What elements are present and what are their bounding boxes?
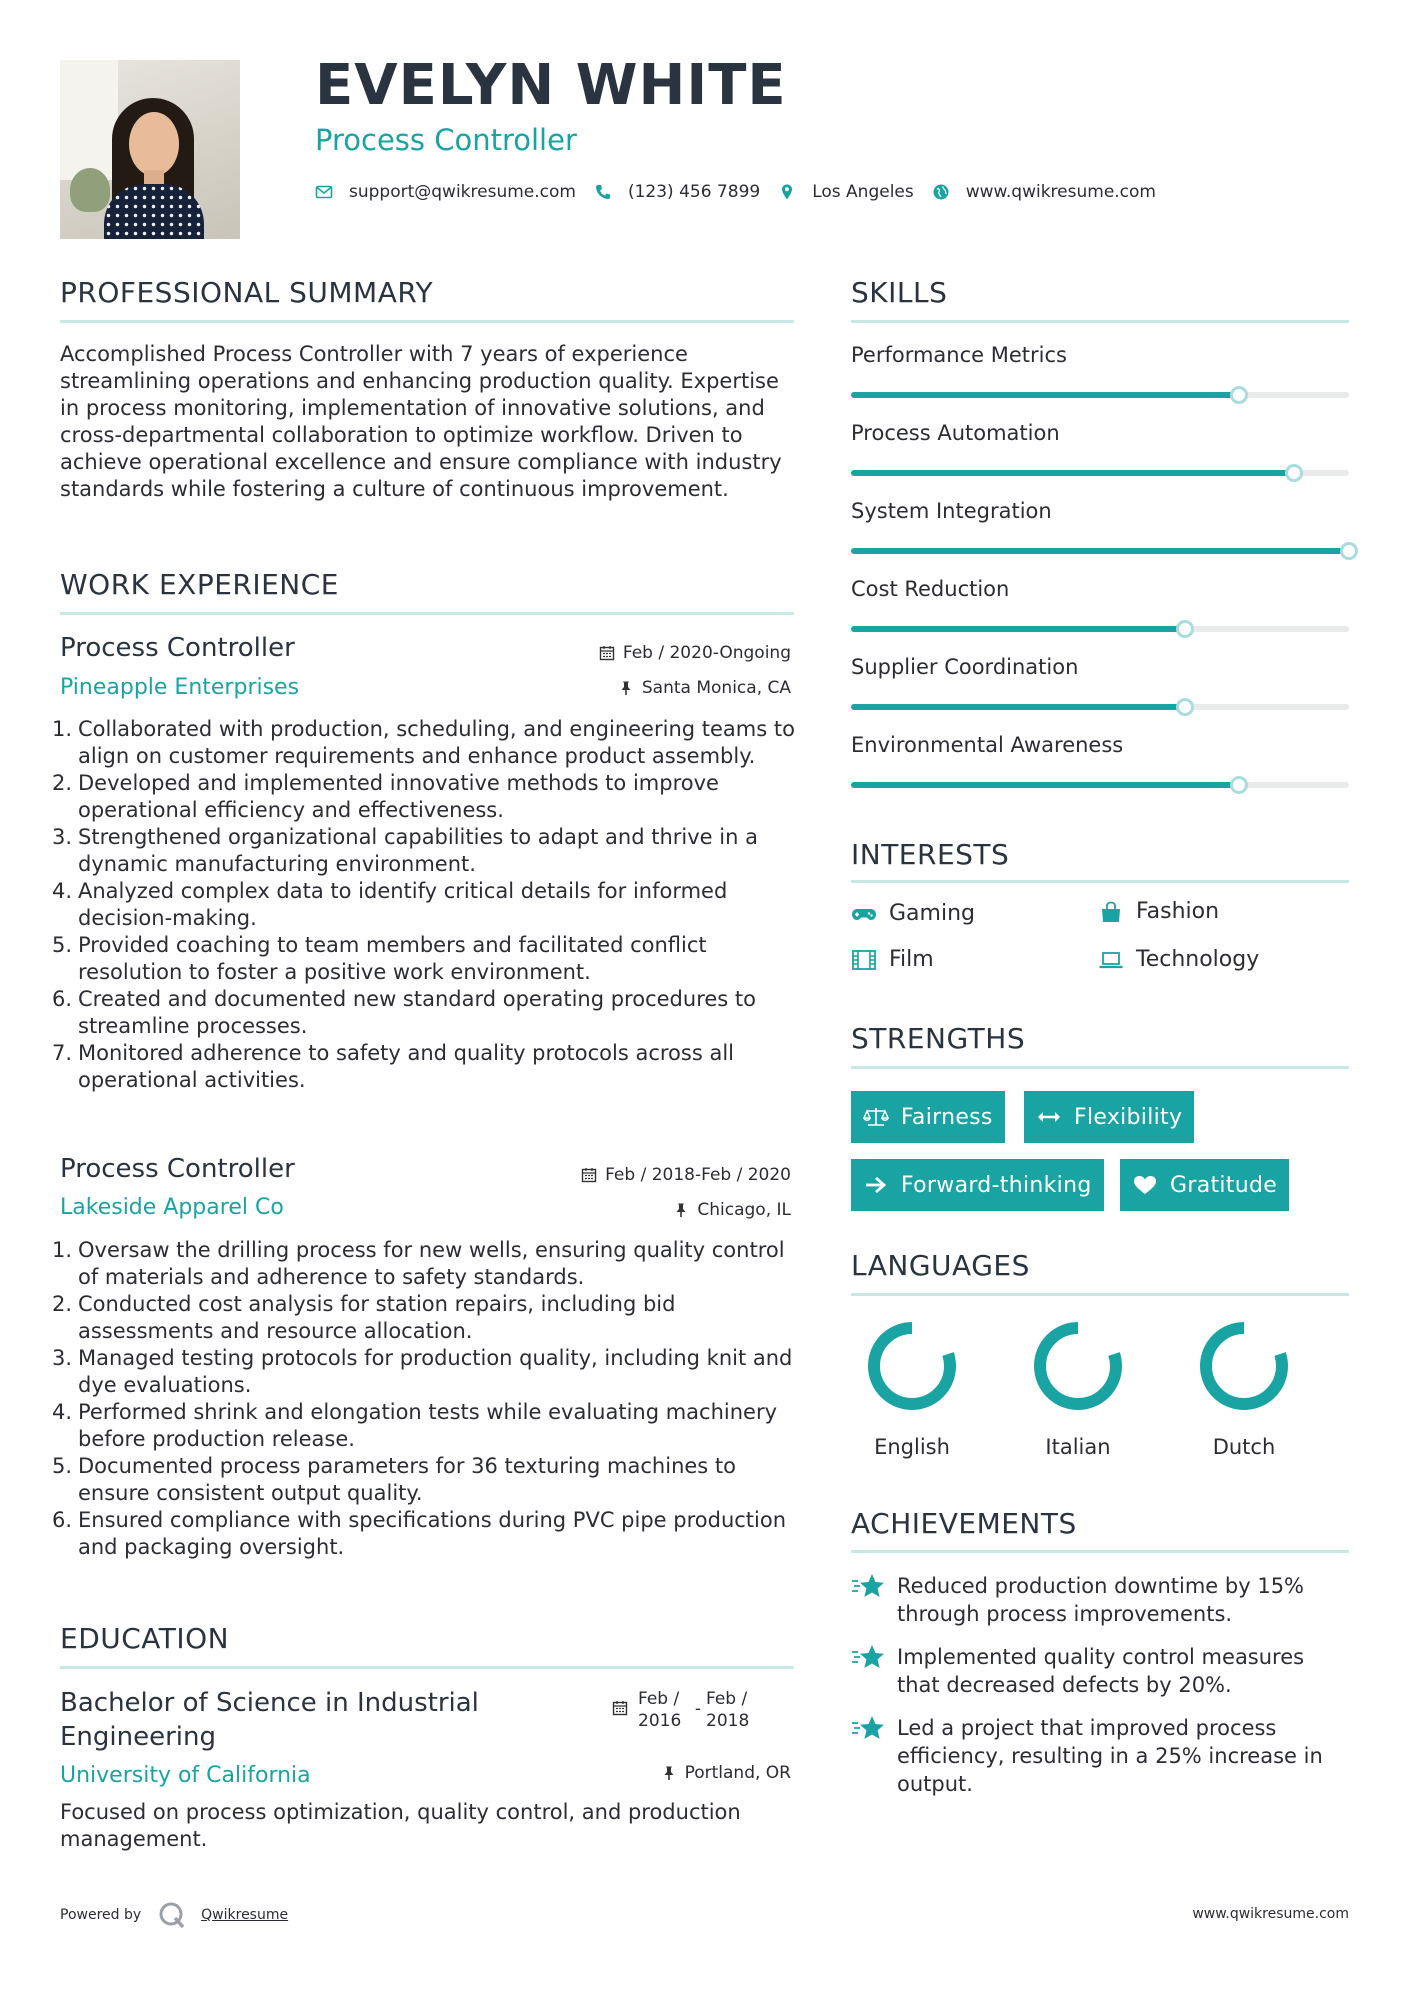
envelope-icon	[315, 183, 333, 201]
strength-label: Fairness	[901, 1104, 993, 1130]
job-company: Pineapple Enterprises	[60, 675, 300, 700]
language-item	[1189, 1318, 1299, 1460]
skill-label: Cost Reduction	[851, 577, 1010, 601]
globe-icon	[932, 183, 950, 201]
shopping-bag-icon	[1098, 901, 1124, 923]
phone-icon	[594, 183, 612, 201]
pushpin-icon	[618, 680, 634, 696]
list-item: 6. Created and documented new standard operating procedures to streamline processes.	[52, 987, 756, 1038]
interest-item	[851, 947, 934, 972]
achievement-item	[851, 1572, 1351, 1628]
contact-website[interactable]	[932, 182, 1156, 202]
powered-by-label: Powered by	[60, 1907, 142, 1923]
section-title-languages: LANGUAGES	[851, 1249, 1030, 1282]
list-item: 2. Developed and implemented innovative methods to improve operational efficiency and effectiveness.	[52, 771, 719, 822]
contact-website-text: www.qwikresume.com	[965, 182, 1156, 202]
job-title: Process Controller	[60, 1154, 295, 1184]
balance-scale-icon	[863, 1106, 889, 1128]
interest-label: Fashion	[1136, 899, 1220, 924]
list-item: 1. Oversaw the drilling process for new wells, ensuring quality control of materials and adherence to safety standards.	[52, 1238, 785, 1289]
section-title-education: EDUCATION	[60, 1622, 230, 1655]
section-title-interests: INTERESTS	[851, 838, 1010, 871]
skill-label: Process Automation	[851, 421, 1060, 445]
section-divider	[60, 612, 794, 615]
star-icon	[851, 1572, 885, 1602]
language-label: Dutch	[1212, 1435, 1276, 1459]
list-item: 2. Conducted cost analysis for station repairs, including bid assessments and resource allocation.	[52, 1292, 676, 1343]
contact-location-text: Los Angeles	[812, 182, 914, 202]
education-description: Focused on process optimization, quality control, and production management.	[60, 1800, 741, 1851]
skill-bar	[851, 470, 1349, 476]
skill-bar-fill	[851, 470, 1294, 476]
skill-bar	[851, 782, 1349, 788]
map-pin-icon	[778, 183, 796, 201]
job-date-text: Feb / 2018-Feb / 2020	[605, 1165, 791, 1185]
job-location	[673, 1199, 791, 1221]
contact-location	[778, 182, 914, 202]
laptop-icon	[1098, 949, 1124, 971]
job-title: Process Controller	[60, 633, 295, 663]
list-item: 7. Monitored adherence to safety and quality protocols across all operational activities.	[52, 1041, 734, 1092]
skill-bar-knob	[1176, 620, 1194, 638]
achievement-item	[851, 1643, 1351, 1699]
section-title-strengths: STRENGTHS	[851, 1022, 1026, 1055]
language-item	[857, 1318, 967, 1460]
job-date	[599, 642, 791, 664]
skill-bar	[851, 392, 1349, 398]
film-icon	[851, 949, 877, 971]
skill-bar-knob	[1176, 698, 1194, 716]
section-divider	[60, 320, 794, 323]
job-location	[618, 677, 791, 699]
strength-chip	[1024, 1091, 1194, 1143]
strength-chip	[851, 1159, 1104, 1211]
strength-label: Flexibility	[1074, 1104, 1183, 1130]
contact-phone[interactable]	[594, 182, 760, 202]
calendar-icon	[581, 1167, 597, 1183]
skill-bar	[851, 626, 1349, 632]
interest-item	[1098, 899, 1219, 924]
star-icon	[851, 1643, 885, 1673]
list-item: 3. Strengthened organizational capabilities to adapt and thrive in a dynamic manufacturing environment.	[52, 825, 758, 876]
profile-photo	[60, 60, 240, 239]
heart-icon	[1132, 1174, 1158, 1196]
interest-label: Technology	[1136, 947, 1260, 972]
achievement-text: Led a project that improved process efficiency, resulting in a 25% increase in output.	[897, 1716, 1323, 1796]
strength-chip	[1120, 1159, 1289, 1211]
skill-bar-knob	[1230, 776, 1248, 794]
interest-item	[851, 901, 975, 926]
language-label: Italian	[1045, 1435, 1111, 1459]
achievement-text: Reduced production downtime by 15% through process improvements.	[897, 1574, 1305, 1626]
school-name: University of California	[60, 1763, 311, 1788]
skill-bar	[851, 704, 1349, 710]
achievement-text: Implemented quality control measures that decreased defects by 20%.	[897, 1645, 1305, 1697]
skill-bar-fill	[851, 704, 1185, 710]
skill-label: Supplier Coordination	[851, 655, 1079, 679]
job-location-text: Santa Monica, CA	[641, 678, 791, 698]
contact-phone-text: (123) 456 7899	[627, 182, 761, 202]
skill-label: System Integration	[851, 499, 1052, 523]
contact-email[interactable]	[315, 182, 576, 202]
pushpin-icon	[661, 1765, 677, 1781]
list-item: 6. Ensured compliance with specifications during PVC pipe production and packaging oversight.	[52, 1508, 787, 1559]
arrow-right-icon	[863, 1174, 889, 1196]
skill-bar	[851, 548, 1349, 554]
candidate-name: EVELYN WHITE	[315, 53, 787, 118]
list-item: 3. Managed testing protocols for production quality, including knit and dye evaluations.	[52, 1346, 793, 1397]
interest-label: Film	[889, 947, 934, 972]
list-item: 5. Documented process parameters for 36 texturing machines to ensure consistent output quality.	[52, 1454, 737, 1505]
language-level-ring	[1030, 1318, 1126, 1414]
skill-bar-fill	[851, 626, 1185, 632]
footer-powered-by	[60, 1900, 288, 1930]
skill-bar-fill	[851, 782, 1239, 788]
skill-label: Environmental Awareness	[851, 733, 1124, 757]
job-date-text: Feb / 2020-Ongoing	[622, 643, 791, 663]
strength-label: Forward-thinking	[901, 1172, 1092, 1198]
education-date: Feb / 2016 - Feb / 2018	[612, 1688, 758, 1732]
education-date-start: Feb / 2016	[638, 1689, 682, 1731]
qwikresume-logo-icon	[157, 1900, 187, 1930]
section-divider	[60, 1666, 794, 1669]
list-item: 4. Performed shrink and elongation tests while evaluating machinery before production release.	[52, 1400, 778, 1451]
skill-bar-knob	[1285, 464, 1303, 482]
contact-bar	[315, 178, 1174, 206]
interest-item	[1098, 947, 1259, 972]
education-location-text: Portland, OR	[684, 1763, 791, 1783]
list-item: 4. Analyzed complex data to identify critical details for informed decision-making.	[52, 879, 728, 930]
skill-bar-knob	[1340, 542, 1358, 560]
education-date-end: Feb / 2018	[706, 1689, 750, 1731]
list-item: 5. Provided coaching to team members and facilitated conflict resolution to foster a positive work environment.	[52, 933, 707, 984]
job-bullets	[52, 716, 796, 1094]
section-title-experience: WORK EXPERIENCE	[60, 568, 339, 601]
job-location-text: Chicago, IL	[697, 1200, 791, 1220]
degree-title: Bachelor of Science in Industrial Engineering	[60, 1688, 479, 1752]
summary-text: Accomplished Process Controller with 7 years of experience streamlining operations and enhancing production quality. Expertise in process monitoring, implementation of innovative solutions, and cross-departmental collaboration to optimize workflow. Driven to achieve operational excellence and ensure compliance with industry standards while fostering a culture of continuous improvement.	[60, 342, 782, 501]
strength-label: Gratitude	[1170, 1172, 1278, 1198]
footer-url[interactable]: www.qwikresume.com	[1192, 1906, 1349, 1922]
section-divider	[851, 1066, 1349, 1069]
achievement-item	[851, 1714, 1351, 1798]
skill-label: Performance Metrics	[851, 343, 1067, 367]
strength-chip	[851, 1091, 1005, 1143]
list-item: 1. Collaborated with production, scheduling, and engineering teams to align on customer requirements and enhance product assembly.	[52, 717, 795, 768]
section-divider	[851, 880, 1349, 883]
arrows-horizontal-icon	[1036, 1106, 1062, 1128]
star-icon	[851, 1714, 885, 1744]
skill-bar-knob	[1230, 386, 1248, 404]
language-level-ring	[1196, 1318, 1292, 1414]
language-item	[1023, 1318, 1133, 1460]
skill-bar-fill	[851, 548, 1349, 554]
pushpin-icon	[673, 1202, 689, 1218]
language-level-ring	[864, 1318, 960, 1414]
job-company: Lakeside Apparel Co	[60, 1195, 284, 1220]
section-divider	[851, 1293, 1349, 1296]
contact-email-text: support@qwikresume.com	[349, 182, 576, 202]
calendar-icon	[612, 1700, 628, 1716]
section-title-summary: PROFESSIONAL SUMMARY	[60, 276, 434, 309]
interest-label: Gaming	[889, 901, 975, 926]
calendar-icon	[599, 645, 615, 661]
candidate-role: Process Controller	[315, 123, 577, 157]
gamepad-icon	[851, 903, 877, 925]
section-divider	[851, 1550, 1349, 1553]
education-location	[661, 1762, 791, 1784]
section-title-skills: SKILLS	[851, 276, 948, 309]
qwikresume-link[interactable]: Qwikresume	[201, 1907, 289, 1923]
job-bullets	[52, 1237, 796, 1561]
section-title-achievements: ACHIEVEMENTS	[851, 1507, 1077, 1540]
section-divider	[851, 320, 1349, 323]
language-label: English	[874, 1435, 950, 1459]
skill-bar-fill	[851, 392, 1239, 398]
job-date	[581, 1164, 791, 1186]
